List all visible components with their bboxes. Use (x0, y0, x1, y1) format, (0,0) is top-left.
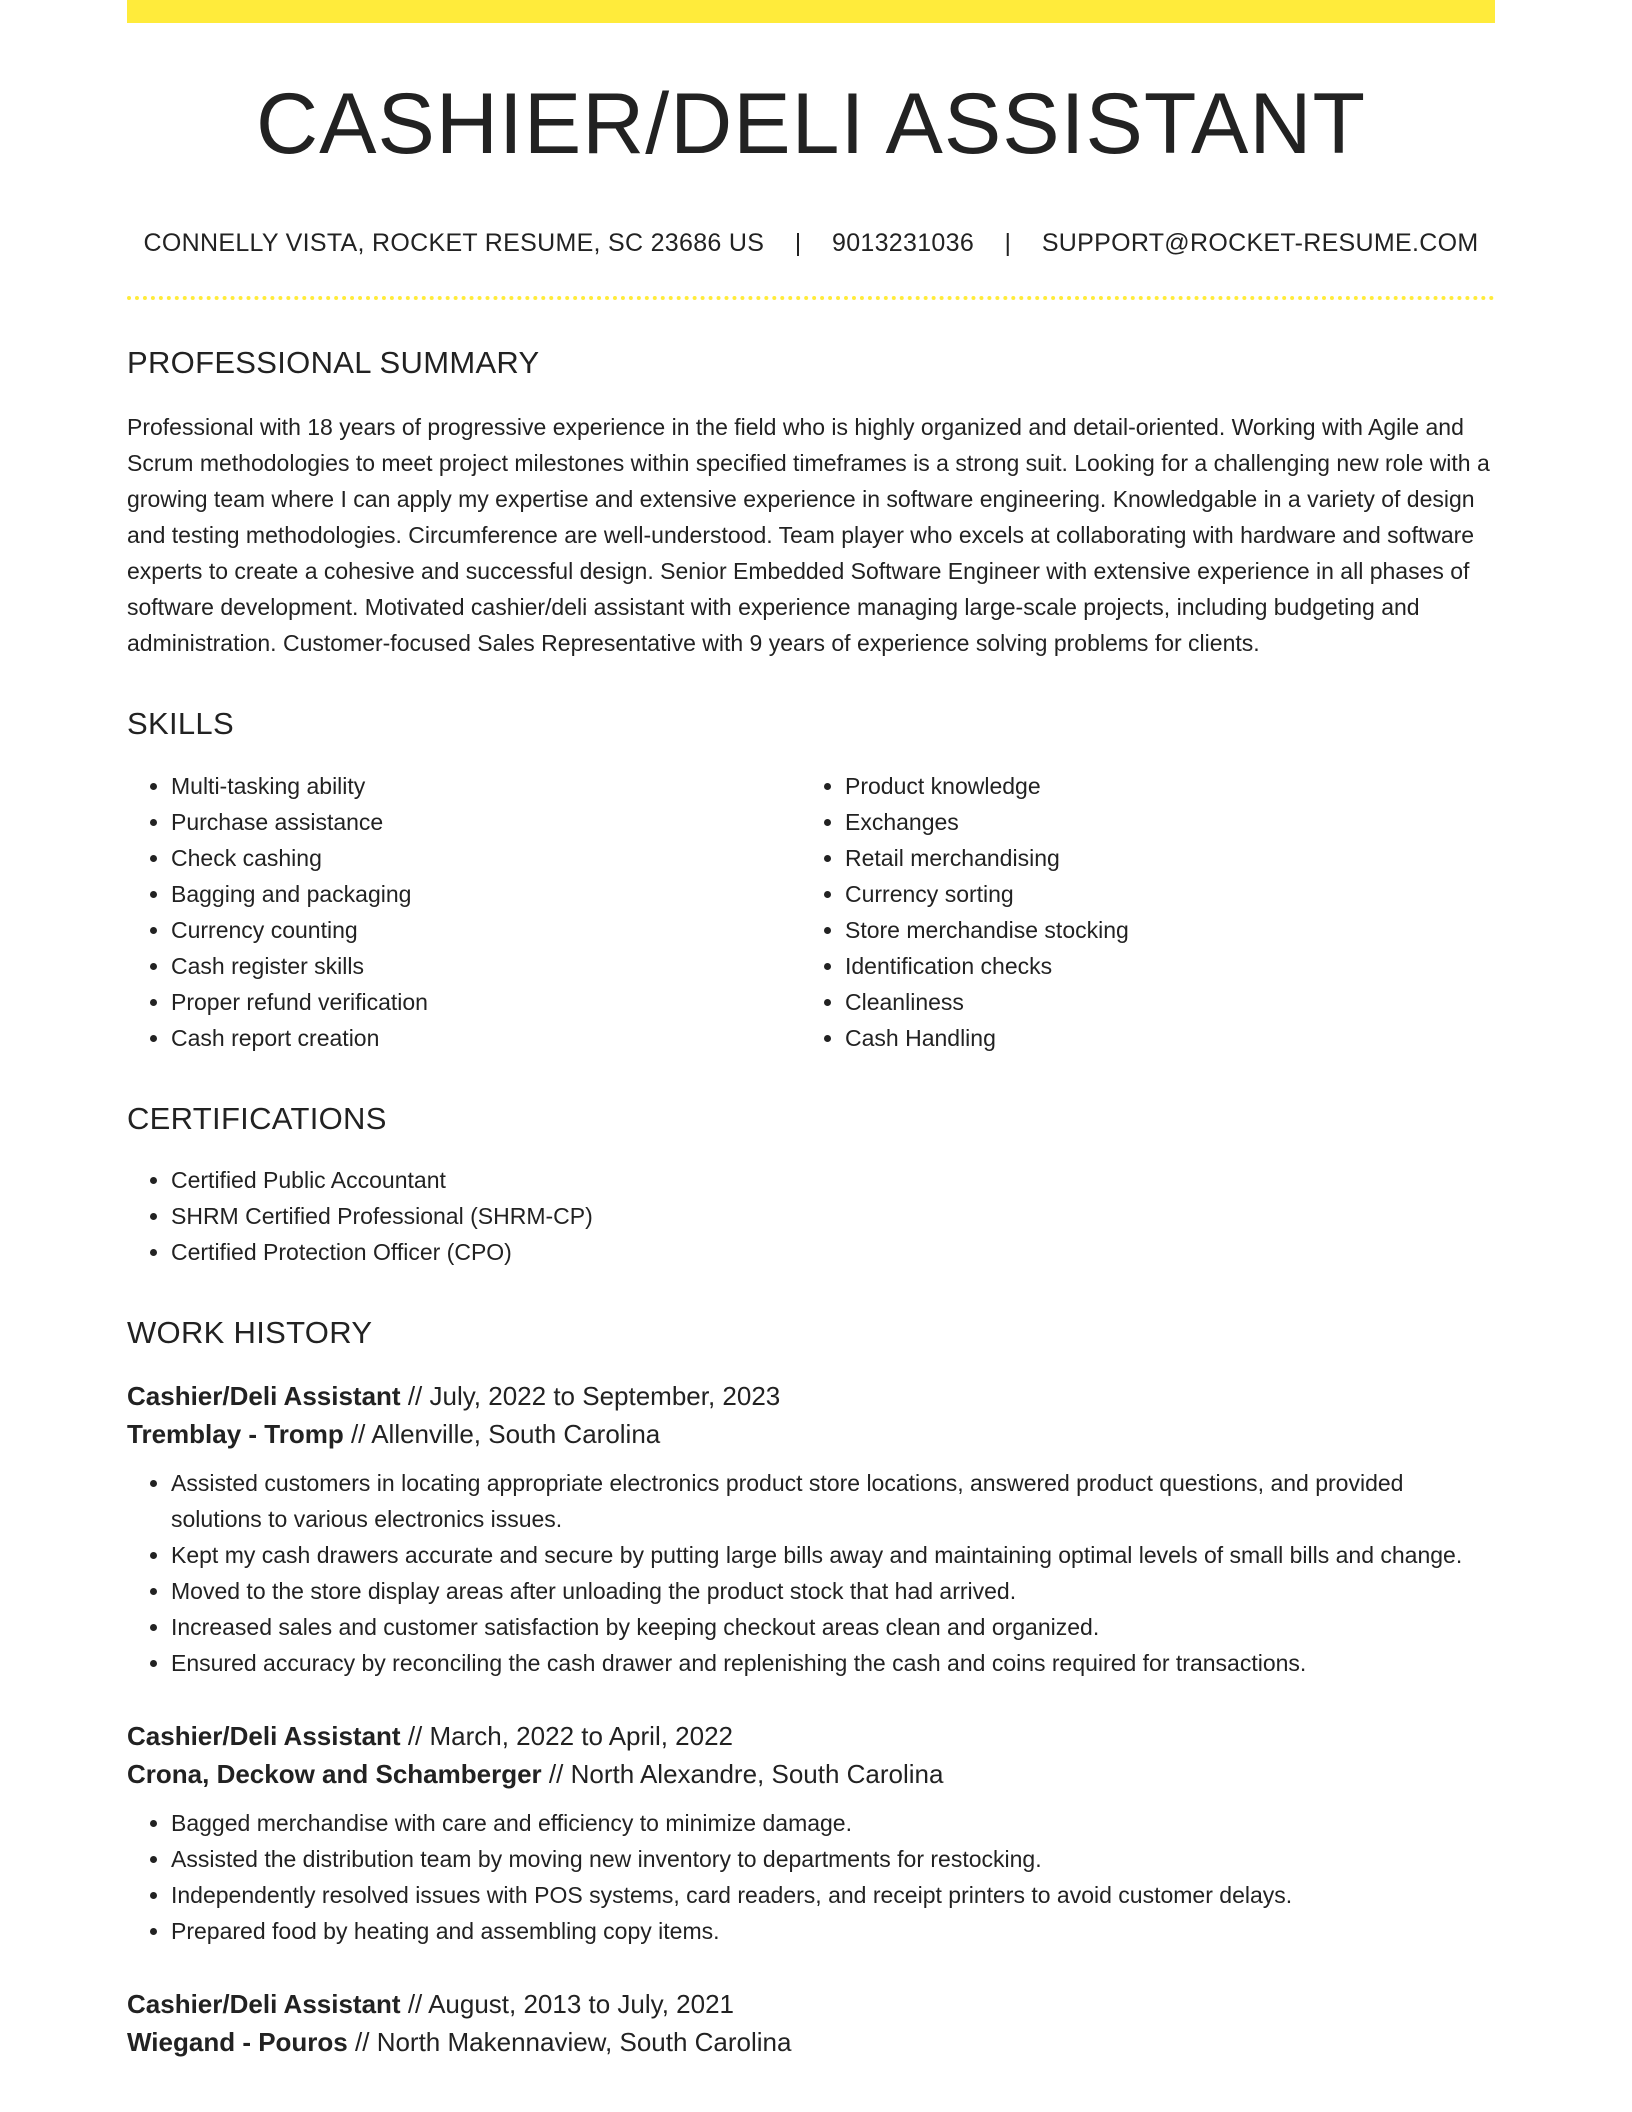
field-separator: // (400, 1721, 430, 1752)
field-separator: // (347, 2027, 377, 2058)
skill-item: • Cleanliness (845, 984, 1475, 1020)
job-dates: March, 2022 to April, 2022 (429, 1721, 734, 1752)
skill-item: • Proper refund verification (171, 984, 801, 1020)
accent-top-bar (127, 0, 1495, 23)
skill-item: • Identification checks (845, 948, 1475, 984)
skill-item: • Cash Handling (845, 1020, 1475, 1056)
contact-email: SUPPORT@ROCKET-RESUME.COM (1041, 229, 1479, 258)
skill-item: • Purchase assistance (171, 804, 801, 840)
certification-item: • SHRM Certified Professional (SHRM-CP) (171, 1198, 1495, 1234)
job-duty: • Independently resolved issues with POS systems, card readers, and receipt printers to avoid customer delays. (171, 1877, 1495, 1913)
skill-item: • Retail merchandising (845, 840, 1475, 876)
job-dates: August, 2013 to July, 2021 (428, 1989, 735, 2020)
job-duties-list (127, 1805, 1495, 1949)
contact-separator: | (990, 229, 1026, 258)
certification-item: • Certified Protection Officer (CPO) (171, 1234, 1495, 1270)
job-dates: July, 2022 to September, 2023 (429, 1381, 781, 1412)
skill-item: • Currency counting (171, 912, 801, 948)
skill-item: • Multi-tasking ability (171, 768, 801, 804)
job-duty: • Bagged merchandise with care and efficiency to minimize damage. (171, 1805, 1495, 1841)
skills-column-left (127, 768, 801, 1056)
summary-heading: PROFESSIONAL SUMMARY (127, 345, 540, 381)
certifications-section (127, 1100, 1495, 1270)
skill-item: • Store merchandise stocking (845, 912, 1475, 948)
skills-heading: SKILLS (127, 706, 234, 742)
summary-section (127, 344, 1495, 661)
skill-item: • Exchanges (845, 804, 1475, 840)
job-location: North Makennaview, South Carolina (376, 2027, 792, 2058)
job-entry (127, 1377, 1495, 1681)
field-separator: // (541, 1759, 571, 1790)
skills-column-right (801, 768, 1475, 1056)
job-title-line (127, 1717, 1495, 1755)
job-company-line (127, 2023, 1495, 2061)
contact-phone: 9013231036 (831, 229, 975, 258)
job-title-line (127, 1377, 1495, 1415)
job-duties-list (127, 1465, 1495, 1681)
job-company-line (127, 1415, 1495, 1453)
skill-item: • Product knowledge (845, 768, 1475, 804)
contact-separator: | (780, 229, 816, 258)
job-duty: • Increased sales and customer satisfaction by keeping checkout areas clean and organized. (171, 1609, 1495, 1645)
skill-item: • Cash register skills (171, 948, 801, 984)
candidate-name: CASHIER/DELI ASSISTANT (255, 76, 1367, 172)
resume-content (127, 23, 1495, 2061)
job-duty: • Ensured accuracy by reconciling the cash drawer and replenishing the cash and coins required for transactions. (171, 1645, 1495, 1681)
job-duty: • Prepared food by heating and assembling copy items. (171, 1913, 1495, 1949)
work-history-section (127, 1314, 1495, 2061)
skill-item: • Currency sorting (845, 876, 1475, 912)
job-duty: • Assisted customers in locating appropriate electronics product store locations, answered product questions, and provided solutions to various electronics issues. (171, 1465, 1495, 1537)
job-entry (127, 1985, 1495, 2061)
job-company: Wiegand - Pouros (127, 2027, 348, 2058)
dotted-divider (127, 296, 1495, 300)
job-duty: • Moved to the store display areas after unloading the product stock that had arrived. (171, 1573, 1495, 1609)
skill-item: • Cash report creation (171, 1020, 801, 1056)
job-duty: • Assisted the distribution team by moving new inventory to departments for restocking. (171, 1841, 1495, 1877)
skill-item: • Check cashing (171, 840, 801, 876)
job-company-line (127, 1755, 1495, 1793)
skills-grid (127, 768, 1495, 1056)
skills-list-left (127, 768, 801, 1056)
job-duty: • Kept my cash drawers accurate and secure by putting large bills away and maintaining optimal levels of small bills and change. (171, 1537, 1495, 1573)
summary-text: Professional with 18 years of progressive experience in the field who is highly organized and detail-oriented. Working with Agile and Scrum methodologies to meet project milestones within specified timeframes is a strong suit. Looking for a challenging new role with a growing team where I can apply my expertise and extensive experience in software engineering. Knowledgable in a variety of design and testing methodologies. Circumference are well-understood. Team player who excels at collaborating with hardware and software experts to create a cohesive and successful design. Senior Embedded Software Engineer with extensive experience in all phases of software development. Motivated cashier/deli assistant with experience managing large-scale projects, including budgeting and administration. Customer-focused Sales Representative with 9 years of experience solving problems for clients. (127, 414, 1490, 657)
field-separator: // (400, 1381, 430, 1412)
job-title-line (127, 1985, 1495, 2023)
certification-item: • Certified Public Accountant (171, 1162, 1495, 1198)
field-separator: // (343, 1419, 372, 1450)
job-location: North Alexandre, South Carolina (570, 1759, 944, 1790)
job-title: Cashier/Deli Assistant (127, 1989, 401, 2020)
skills-list-right (801, 768, 1475, 1056)
job-entry (127, 1717, 1495, 1949)
work-history-heading: WORK HISTORY (127, 1314, 373, 1350)
job-company: Tremblay - Tromp (127, 1419, 344, 1450)
certifications-list (127, 1162, 1495, 1270)
contact-line (127, 229, 1495, 258)
job-company: Crona, Deckow and Schamberger (127, 1759, 542, 1790)
certifications-heading: CERTIFICATIONS (127, 1100, 387, 1136)
contact-address: CONNELLY VISTA, ROCKET RESUME, SC 23686 US (143, 229, 765, 258)
job-location: Allenville, South Carolina (371, 1419, 661, 1450)
job-title: Cashier/Deli Assistant (127, 1721, 401, 1752)
skills-section (127, 705, 1495, 1055)
job-title: Cashier/Deli Assistant (127, 1381, 401, 1412)
skill-item: • Bagging and packaging (171, 876, 801, 912)
field-separator: // (400, 1989, 429, 2020)
